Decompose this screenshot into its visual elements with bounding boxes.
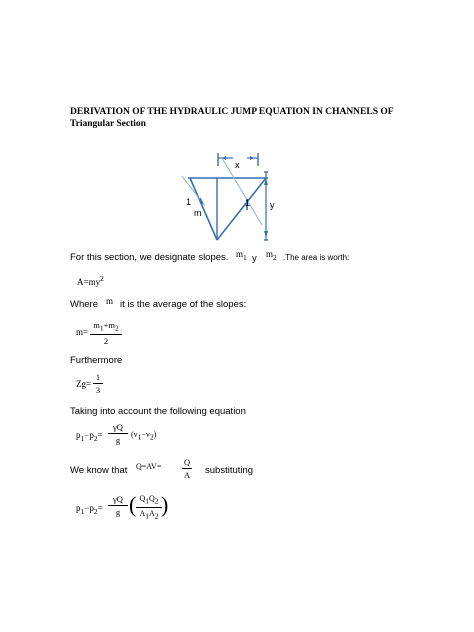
equation-area xyxy=(77,274,104,287)
area-worth-text: .The area is worth: xyxy=(283,253,350,262)
m-fraction-numerator: $m_1+m_2$ xyxy=(93,320,119,333)
equation-m-fraction xyxy=(90,320,122,346)
symbol-m-average: m xyxy=(106,296,114,306)
equation-zg-lhs: Zg= xyxy=(76,379,92,389)
para-slopes-text: For this section, we designate slopes. xyxy=(70,252,229,263)
inner-numerator: $Q_1Q_2$ xyxy=(139,494,159,506)
equation-m-lhs: m= xyxy=(76,327,89,337)
word-where: Where xyxy=(70,299,98,310)
m1-letter: m xyxy=(236,249,244,259)
m-fraction-bar xyxy=(90,334,122,335)
label-one-left: 1 xyxy=(186,197,192,207)
left-paren: ( xyxy=(129,492,137,517)
inner-denominator: $A_1A_2$ xyxy=(139,508,159,521)
equation-q-av: Q=AV= xyxy=(136,462,162,471)
zg-denominator: 3 xyxy=(95,385,101,395)
q-over-a-bar xyxy=(182,468,192,469)
title-line-2: Triangular Section xyxy=(70,119,146,129)
zg-numerator: 1 xyxy=(95,372,101,382)
right-paren: ) xyxy=(161,492,169,517)
momentum-numerator: γQ xyxy=(113,422,123,432)
channel-right-side xyxy=(217,178,266,240)
y-dim-arrow-bottom xyxy=(264,231,268,238)
m2-letter: m xyxy=(266,249,274,259)
para-furthermore: Furthermore xyxy=(70,355,123,366)
zg-fraction-bar xyxy=(93,383,103,384)
word-y: y xyxy=(252,253,257,264)
word-substituting: substituting xyxy=(205,465,254,476)
momentum-fraction-bar xyxy=(108,433,128,434)
substituted-fraction-bar xyxy=(108,505,128,506)
m2-subscript: 2 xyxy=(273,252,277,262)
symbol-m2 xyxy=(266,249,277,262)
x-dim-arrow-right xyxy=(250,156,254,160)
substituted-numerator: γQ xyxy=(113,494,123,504)
equation-substituted-lhs: $p_1-p_2=$ xyxy=(76,503,103,516)
m-fraction-denominator: 2 xyxy=(103,335,109,346)
equation-q-over-a xyxy=(182,457,192,480)
title-line-1: DERIVATION OF THE HYDRAULIC JUMP EQUATION IN CHANNELS OF xyxy=(70,107,394,117)
equation-momentum-velocities: $(v_1-v_2)$ xyxy=(131,430,157,442)
para-slopes xyxy=(70,252,228,263)
label-y: y xyxy=(270,200,275,210)
momentum-denominator: g xyxy=(115,435,121,445)
equation-inner-fraction xyxy=(136,494,162,520)
area-exponent: 2 xyxy=(100,274,104,283)
symbol-m1 xyxy=(236,249,247,262)
para-we-know: We know that xyxy=(70,465,128,476)
q-over-a-denominator: A xyxy=(184,470,191,480)
label-m: m xyxy=(194,208,202,218)
label-x: x xyxy=(235,160,240,170)
equation-momentum-lhs: $p_1-p_2=$ xyxy=(76,430,103,443)
equation-momentum-fraction xyxy=(108,422,128,445)
equation-substituted-fraction xyxy=(108,494,128,517)
equation-zg-fraction xyxy=(93,372,103,395)
para-following-equation: Taking into account the following equation xyxy=(70,406,246,417)
area-lhs: A=my xyxy=(77,277,101,287)
inner-fraction-bar xyxy=(136,507,162,508)
substituted-denominator: g xyxy=(115,507,121,517)
label-one-right: 1 xyxy=(245,198,251,208)
m1-subscript: 1 xyxy=(243,252,247,262)
q-over-a-numerator: Q xyxy=(184,457,191,467)
para-average-text: it is the average of the slopes: xyxy=(120,299,247,310)
